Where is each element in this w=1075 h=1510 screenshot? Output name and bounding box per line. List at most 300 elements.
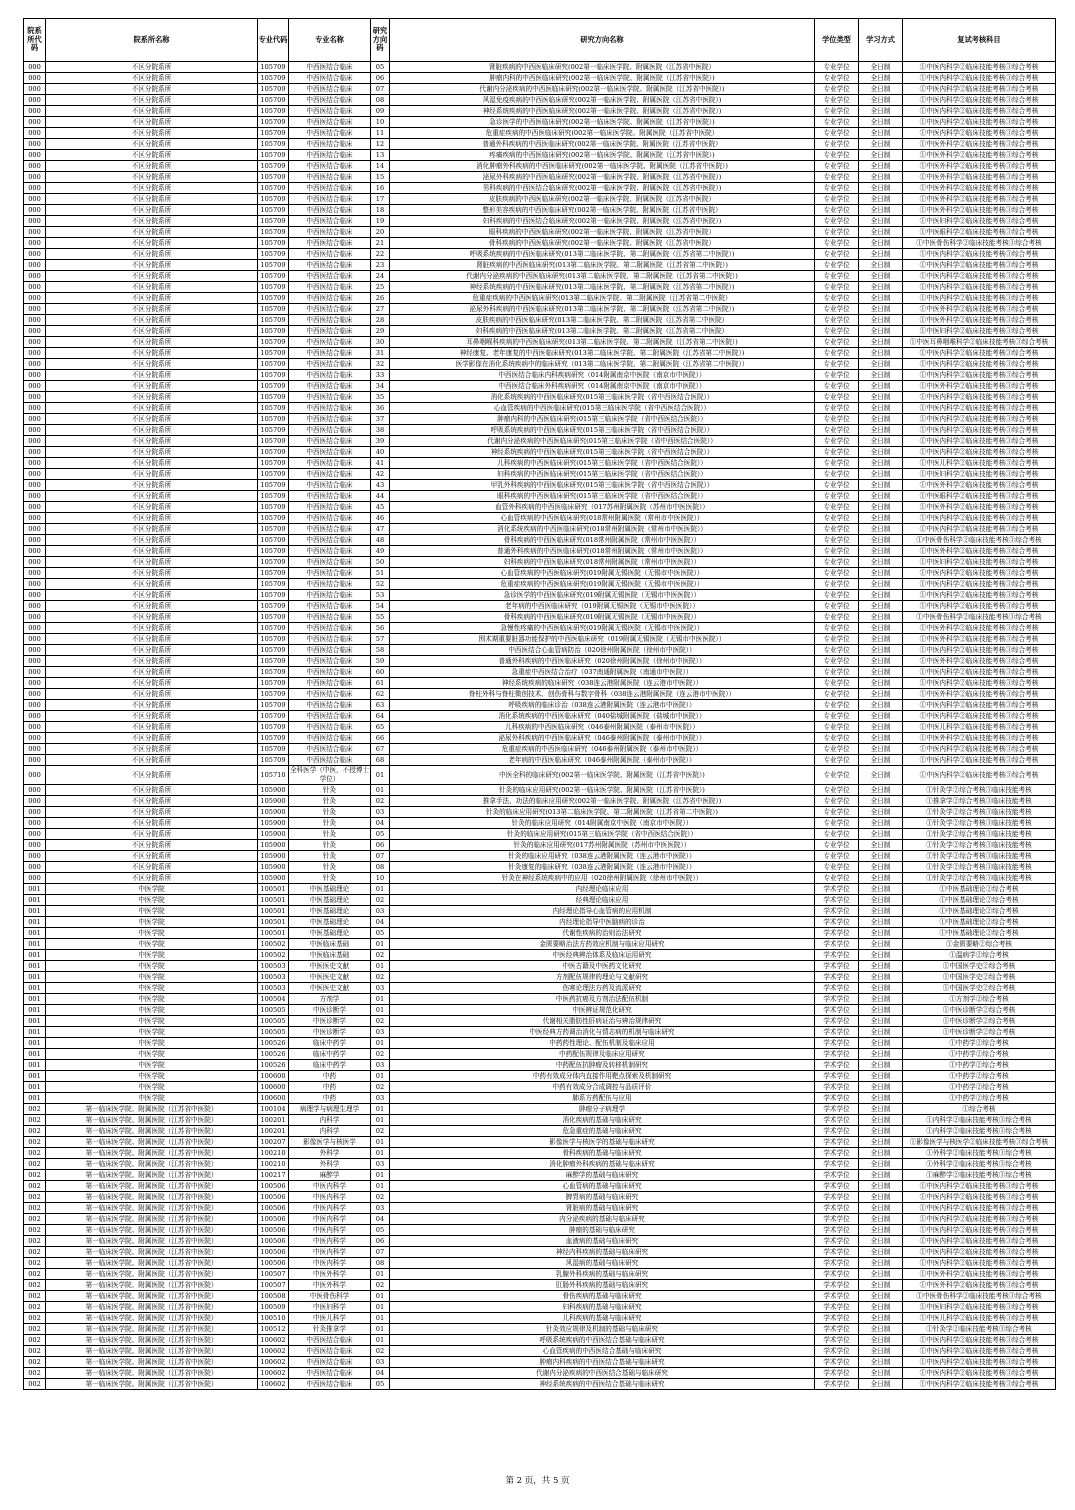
dept-name-cell: 中医学院 [46, 994, 258, 1005]
direction-code-cell: 01 [371, 1313, 390, 1324]
major-code-cell: 105709 [258, 249, 289, 260]
direction-code-cell: 10 [371, 117, 390, 128]
exam-subjects-cell: ①中国医学史②综合考核 [903, 961, 1056, 972]
direction-name-cell: 中药配伍规律及临床应用研究 [390, 1049, 815, 1060]
dept-name-cell: 第一临床医学院、附属医院（江苏省中医院） [46, 1280, 258, 1291]
study-mode-cell: 全日制 [859, 1159, 903, 1170]
degree-type-cell: 学术学位 [815, 1170, 859, 1181]
degree-type-cell: 专业学位 [815, 491, 859, 502]
page-footer: 第 2 页，共 5 页 [505, 1476, 570, 1486]
exam-subjects-cell: ①中医外科学②临床技能考核③综合考核 [903, 381, 1056, 392]
major-code-cell: 105709 [258, 293, 289, 304]
direction-name-cell: 中药配伍抗肿瘤及转移机制研究 [390, 1060, 815, 1071]
dept-name-cell: 不区分院系所 [46, 425, 258, 436]
major-name-cell: 中西医结合临床 [289, 733, 371, 744]
direction-code-cell: 50 [371, 557, 390, 568]
dept-code-cell: 000 [24, 796, 46, 807]
dept-name-cell: 不区分院系所 [46, 370, 258, 381]
degree-type-cell: 专业学位 [815, 755, 859, 766]
direction-code-cell: 08 [371, 1258, 390, 1269]
dept-code-cell: 000 [24, 502, 46, 513]
degree-type-cell: 专业学位 [815, 139, 859, 150]
dept-name-cell: 不区分院系所 [46, 73, 258, 84]
direction-name-cell: 老年病的中西医临床研究（019附属无锡医院（无锡市中医医院）） [390, 601, 815, 612]
study-mode-cell: 全日制 [859, 524, 903, 535]
direction-code-cell: 02 [371, 1192, 390, 1203]
major-code-cell: 105900 [258, 840, 289, 851]
major-name-cell: 针灸 [289, 796, 371, 807]
dept-code-cell: 001 [24, 906, 46, 917]
dept-name-cell: 不区分院系所 [46, 414, 258, 425]
direction-name-cell: 肛肠外科疾病的基础与临床研究 [390, 1280, 815, 1291]
major-name-cell: 中西医结合临床 [289, 711, 371, 722]
exam-subjects-cell: ①中医内科学②临床技能考核③综合考核 [903, 667, 1056, 678]
direction-name-cell: 皮肤疾病的中西医临床研究(013第二临床医学院、第二附属医院（江苏省第二中医院） [390, 315, 815, 326]
study-mode-cell: 全日制 [859, 1313, 903, 1324]
major-name-cell: 中医外科学 [289, 1269, 371, 1280]
direction-name-cell: 中西医结合临床内科疾病研究（014附属南京中医院（南京市中医院）） [390, 370, 815, 381]
study-mode-cell: 全日制 [859, 1126, 903, 1137]
major-code-cell: 100505 [258, 1027, 289, 1038]
exam-subjects-cell: ①中医外科学②临床技能考核③综合考核 [903, 546, 1056, 557]
major-name-cell: 中西医结合临床 [289, 480, 371, 491]
table-row [24, 851, 1056, 862]
study-mode-cell: 全日制 [859, 840, 903, 851]
dept-code-cell: 000 [24, 656, 46, 667]
study-mode-cell: 全日制 [859, 546, 903, 557]
exam-subjects-cell: ①中医内科学②临床技能考核③综合考核 [903, 711, 1056, 722]
dept-code-cell: 000 [24, 458, 46, 469]
table-row [24, 436, 1056, 447]
major-code-cell: 105709 [258, 161, 289, 172]
table-row [24, 117, 1056, 128]
table-row [24, 1192, 1056, 1203]
dept-code-cell: 002 [24, 1247, 46, 1258]
degree-type-cell: 专业学位 [815, 238, 859, 249]
dept-name-cell: 第一临床医学院、附属医院（江苏省中医院） [46, 1291, 258, 1302]
dept-name-cell: 不区分院系所 [46, 634, 258, 645]
direction-name-cell: 针灸的临床应用研究(017苏州附属医院（苏州市中医医院）） [390, 840, 815, 851]
major-name-cell: 中医内科学 [289, 1236, 371, 1247]
table-row [24, 557, 1056, 568]
degree-type-cell: 学术学位 [815, 1093, 859, 1104]
dept-name-cell: 中医学院 [46, 1093, 258, 1104]
degree-type-cell: 学术学位 [815, 1082, 859, 1093]
major-code-cell: 105709 [258, 348, 289, 359]
study-mode-cell: 全日制 [859, 568, 903, 579]
exam-subjects-cell: ①中医内科学②临床技能考核③综合考核 [903, 700, 1056, 711]
exam-subjects-cell: ①中医妇科学②临床技能考核③综合考核 [903, 469, 1056, 480]
degree-type-cell: 学术学位 [815, 994, 859, 1005]
direction-code-cell: 16 [371, 183, 390, 194]
degree-type-cell: 专业学位 [815, 447, 859, 458]
exam-subjects-cell: ①中医内科学②临床技能考核③综合考核 [903, 1192, 1056, 1203]
direction-code-cell: 01 [371, 766, 390, 785]
major-code-cell: 105709 [258, 557, 289, 568]
table-row [24, 414, 1056, 425]
dept-code-cell: 002 [24, 1137, 46, 1148]
degree-type-cell: 专业学位 [815, 568, 859, 579]
direction-code-cell: 01 [371, 1170, 390, 1181]
dept-name-cell: 不区分院系所 [46, 348, 258, 359]
exam-subjects-cell: ①中医内科学②临床技能考核③综合考核 [903, 524, 1056, 535]
degree-type-cell: 学术学位 [815, 1368, 859, 1379]
major-code-cell: 105709 [258, 579, 289, 590]
table-row [24, 1027, 1056, 1038]
direction-code-cell: 02 [371, 1126, 390, 1137]
study-mode-cell: 全日制 [859, 348, 903, 359]
dept-code-cell: 002 [24, 1214, 46, 1225]
dept-name-cell: 不区分院系所 [46, 227, 258, 238]
study-mode-cell: 全日制 [859, 645, 903, 656]
major-name-cell: 中西医结合临床 [289, 414, 371, 425]
direction-name-cell: 妇科疾病的中西医临床研究(013第二临床医学院、第二附属医院（江苏省第二中医院） [390, 326, 815, 337]
exam-subjects-cell: ①中医内科学②临床技能考核③综合考核 [903, 1247, 1056, 1258]
study-mode-cell: 全日制 [859, 183, 903, 194]
dept-code-cell: 000 [24, 359, 46, 370]
dept-code-cell: 000 [24, 785, 46, 796]
major-code-cell: 105709 [258, 524, 289, 535]
direction-code-cell: 01 [371, 1148, 390, 1159]
study-mode-cell: 全日制 [859, 414, 903, 425]
table-row [24, 491, 1056, 502]
study-mode-cell: 全日制 [859, 785, 903, 796]
direction-code-cell: 42 [371, 469, 390, 480]
table-row [24, 249, 1056, 260]
table-row [24, 216, 1056, 227]
major-code-cell: 100526 [258, 1038, 289, 1049]
dept-name-cell: 不区分院系所 [46, 678, 258, 689]
dept-name-cell: 第一临床医学院、附属医院（江苏省中医院） [46, 1368, 258, 1379]
study-mode-cell: 全日制 [859, 1236, 903, 1247]
exam-subjects-cell: ①中医诊断学②综合考核 [903, 1027, 1056, 1038]
major-name-cell: 中医内科学 [289, 1203, 371, 1214]
direction-name-cell: 心血管病的基础与临床研究 [390, 1181, 815, 1192]
table-row [24, 755, 1056, 766]
study-mode-cell: 全日制 [859, 972, 903, 983]
direction-code-cell: 17 [371, 194, 390, 205]
direction-name-cell: 代谢内分泌疾病的中西医临床研究(002第一临床医学院、附属医院（江苏省中医院）) [390, 84, 815, 95]
table-row [24, 884, 1056, 895]
direction-name-cell: 眼科疾病的中西医临床研究(015第三临床医学院（省中西医结合医院）） [390, 491, 815, 502]
major-name-cell: 病理学与病理生理学 [289, 1104, 371, 1115]
direction-name-cell: 神经系统疾病的中西医临床研究(002第一临床医学院、附属医院（江苏省中医院）) [390, 106, 815, 117]
major-name-cell: 中医内科学 [289, 1214, 371, 1225]
dept-name-cell: 第一临床医学院、附属医院（江苏省中医院） [46, 1236, 258, 1247]
exam-subjects-cell: ①中医外科学②临床技能考核③综合考核 [903, 689, 1056, 700]
direction-code-cell: 03 [371, 1203, 390, 1214]
direction-name-cell: 心血管疾病的中西医结合基础与临床研究 [390, 1346, 815, 1357]
direction-code-cell: 01 [371, 961, 390, 972]
exam-subjects-cell: ①中药学②综合考核 [903, 1060, 1056, 1071]
major-name-cell: 中西医结合临床 [289, 216, 371, 227]
dept-code-cell: 002 [24, 1148, 46, 1159]
degree-type-cell: 专业学位 [815, 829, 859, 840]
direction-name-cell: 肿瘤内科的中西医临床研究(002第一临床医学院、附属医院（江苏省中医院）) [390, 73, 815, 84]
degree-type-cell: 学术学位 [815, 1313, 859, 1324]
table-row [24, 1346, 1056, 1357]
degree-type-cell: 专业学位 [815, 766, 859, 785]
major-code-cell: 105709 [258, 678, 289, 689]
dept-name-cell: 不区分院系所 [46, 513, 258, 524]
major-name-cell: 中西医结合临床 [289, 436, 371, 447]
study-mode-cell: 全日制 [859, 612, 903, 623]
exam-subjects-cell: ①中医内科学②临床技能考核③综合考核 [903, 282, 1056, 293]
dept-code-cell: 000 [24, 370, 46, 381]
degree-type-cell: 专业学位 [815, 227, 859, 238]
dept-code-cell: 001 [24, 1016, 46, 1027]
major-name-cell: 中西医结合临床 [289, 546, 371, 557]
dept-name-cell: 不区分院系所 [46, 744, 258, 755]
direction-name-cell: 普通外科疾病的中西医临床研究（020徐州附属医院（徐州市中医院）） [390, 656, 815, 667]
major-code-cell: 100506 [258, 1181, 289, 1192]
direction-name-cell: 内经理论指导中医脑病的诊治 [390, 917, 815, 928]
dept-code-cell: 000 [24, 480, 46, 491]
direction-name-cell: 消化系统疾病的中西医临床研究（040盐城附属医院（盐城市中医院）） [390, 711, 815, 722]
major-name-cell: 中西医结合临床 [289, 568, 371, 579]
dept-code-cell: 002 [24, 1192, 46, 1203]
exam-subjects-cell: ①外科学②临床技能考核③综合考核 [903, 1159, 1056, 1170]
dept-name-cell: 不区分院系所 [46, 491, 258, 502]
table-body [24, 62, 1056, 1390]
direction-name-cell: 眼科疾病的中西医临床研究(002第一临床医学院、附属医院（江苏省中医院） [390, 227, 815, 238]
exam-subjects-cell: ①中医内科学②临床技能考核③综合考核 [903, 568, 1056, 579]
major-name-cell: 中西医结合临床 [289, 337, 371, 348]
dept-name-cell: 中医学院 [46, 1016, 258, 1027]
major-code-cell: 100207 [258, 1137, 289, 1148]
dept-code-cell: 002 [24, 1335, 46, 1346]
direction-code-cell: 07 [371, 84, 390, 95]
major-name-cell: 中西医结合临床 [289, 348, 371, 359]
table-row [24, 260, 1056, 271]
table-row [24, 1148, 1056, 1159]
major-name-cell: 中西医结合临床 [289, 634, 371, 645]
direction-name-cell: 急重症中西医结合治疗（037南通附属医院（南通市中医院）） [390, 667, 815, 678]
major-code-cell: 105709 [258, 425, 289, 436]
table-row [24, 524, 1056, 535]
study-mode-cell: 全日制 [859, 271, 903, 282]
major-name-cell: 中西医结合临床 [289, 579, 371, 590]
dept-name-cell: 不区分院系所 [46, 502, 258, 513]
degree-type-cell: 专业学位 [815, 557, 859, 568]
dept-code-cell: 000 [24, 216, 46, 227]
dept-code-cell: 000 [24, 612, 46, 623]
dept-name-cell: 不区分院系所 [46, 139, 258, 150]
major-code-cell: 105709 [258, 194, 289, 205]
exam-subjects-cell: ①中医基础理论②综合考核 [903, 895, 1056, 906]
exam-subjects-cell: ①针灸学②综合考核③临床技能考核 [903, 873, 1056, 884]
study-mode-cell: 全日制 [859, 106, 903, 117]
table-row [24, 994, 1056, 1005]
study-mode-cell: 全日制 [859, 744, 903, 755]
major-name-cell: 中西医结合临床 [289, 590, 371, 601]
dept-name-cell: 不区分院系所 [46, 689, 258, 700]
direction-name-cell: 妇科疾病的中西医临床研究(015第三临床医学院（省中西医结合医院）） [390, 469, 815, 480]
study-mode-cell: 全日制 [859, 502, 903, 513]
admissions-table [23, 18, 1056, 1390]
major-code-cell: 105900 [258, 829, 289, 840]
major-code-cell: 105709 [258, 623, 289, 634]
exam-subjects-cell: ①中医内科学②临床技能考核③综合考核 [903, 392, 1056, 403]
direction-name-cell: 中医药抗癌及方剂治法配伍机制 [390, 994, 815, 1005]
direction-name-cell: 针灸康复的临床研究（038连云港附属医院（连云港市中医院）） [390, 862, 815, 873]
dept-code-cell: 001 [24, 928, 46, 939]
direction-code-cell: 26 [371, 293, 390, 304]
table-row [24, 1280, 1056, 1291]
exam-subjects-cell: ①针灸学②综合考核③临床技能考核 [903, 818, 1056, 829]
degree-type-cell: 学术学位 [815, 906, 859, 917]
table-row [24, 337, 1056, 348]
major-name-cell: 中西医结合临床 [289, 513, 371, 524]
direction-name-cell: 耳鼻咽喉科疾病的中西医临床研究(013第二临床医学院、第二附属医院（江苏省第二中医院）) [390, 337, 815, 348]
table-row [24, 502, 1056, 513]
dept-code-cell: 000 [24, 678, 46, 689]
table-row [24, 623, 1056, 634]
exam-subjects-cell: ①金匮要略②综合考核 [903, 939, 1056, 950]
major-name-cell: 中西医结合临床 [289, 1379, 371, 1390]
exam-subjects-cell: ①中医内科学②临床技能考核③综合考核 [903, 1203, 1056, 1214]
major-code-cell: 105709 [258, 95, 289, 106]
direction-code-cell: 01 [371, 1104, 390, 1115]
major-name-cell: 中西医结合临床 [289, 447, 371, 458]
direction-code-cell: 01 [371, 1005, 390, 1016]
dept-name-cell: 不区分院系所 [46, 840, 258, 851]
dept-code-cell: 000 [24, 172, 46, 183]
table-row [24, 1225, 1056, 1236]
degree-type-cell: 专业学位 [815, 840, 859, 851]
major-code-cell: 105709 [258, 436, 289, 447]
exam-subjects-cell: ①中医外科学②临床技能考核③综合考核 [903, 139, 1056, 150]
degree-type-cell: 专业学位 [815, 535, 859, 546]
degree-type-cell: 学术学位 [815, 1148, 859, 1159]
dept-name-cell: 不区分院系所 [46, 535, 258, 546]
exam-subjects-cell: ①中医外科学②临床技能考核③综合考核 [903, 194, 1056, 205]
direction-code-cell: 03 [371, 1060, 390, 1071]
study-mode-cell: 全日制 [859, 1346, 903, 1357]
table-row [24, 293, 1056, 304]
direction-name-cell: 呼吸系统疾病的中西医临床研究(013第二临床医学院、第二附属医院（江苏省第二中医院）) [390, 249, 815, 260]
study-mode-cell: 全日制 [859, 337, 903, 348]
degree-type-cell: 专业学位 [815, 359, 859, 370]
major-name-cell: 麻醉学 [289, 1170, 371, 1181]
study-mode-cell: 全日制 [859, 895, 903, 906]
degree-type-cell: 学术学位 [815, 1115, 859, 1126]
degree-type-cell: 专业学位 [815, 370, 859, 381]
exam-subjects-cell: ①中医内科学②临床技能考核③综合考核 [903, 590, 1056, 601]
major-name-cell: 中西医结合临床 [289, 183, 371, 194]
table-row [24, 1137, 1056, 1148]
direction-code-cell: 01 [371, 994, 390, 1005]
table-row [24, 711, 1056, 722]
table-row [24, 161, 1056, 172]
table-row [24, 895, 1056, 906]
degree-type-cell: 学术学位 [815, 1049, 859, 1060]
dept-code-cell: 001 [24, 961, 46, 972]
direction-code-cell: 02 [371, 1280, 390, 1291]
exam-subjects-cell: ①中医外科学②临床技能考核③综合考核 [903, 1269, 1056, 1280]
major-code-cell: 105900 [258, 796, 289, 807]
dept-code-cell: 001 [24, 1038, 46, 1049]
table-row [24, 1005, 1056, 1016]
table-row [24, 1104, 1056, 1115]
major-code-cell: 100510 [258, 1313, 289, 1324]
direction-name-cell: 危重症疾病的中西医临床研究(019附属无锡医院（无锡市中医医院）） [390, 579, 815, 590]
direction-name-cell: 方剂配伍规律的理论与文献研究 [390, 972, 815, 983]
dept-code-cell: 000 [24, 73, 46, 84]
dept-code-cell: 002 [24, 1368, 46, 1379]
direction-name-cell: 妇科疾病的中西医结合临床研究(002第一临床医学院、附属医院（江苏省中医院）) [390, 216, 815, 227]
dept-name-cell: 不区分院系所 [46, 700, 258, 711]
study-mode-cell: 全日制 [859, 656, 903, 667]
direction-code-cell: 04 [371, 917, 390, 928]
major-code-cell: 105709 [258, 744, 289, 755]
major-name-cell: 中医基础理论 [289, 917, 371, 928]
dept-name-cell: 中医学院 [46, 1038, 258, 1049]
degree-type-cell: 专业学位 [815, 634, 859, 645]
degree-type-cell: 专业学位 [815, 733, 859, 744]
dept-name-cell: 不区分院系所 [46, 458, 258, 469]
dept-name-cell: 第一临床医学院、附属医院（江苏省中医院） [46, 1192, 258, 1203]
major-code-cell: 100501 [258, 917, 289, 928]
exam-subjects-cell: ①内科学②临床技能考核③综合考核 [903, 1115, 1056, 1126]
major-code-cell: 105709 [258, 205, 289, 216]
dept-name-cell: 不区分院系所 [46, 601, 258, 612]
major-code-cell: 100507 [258, 1269, 289, 1280]
degree-type-cell: 专业学位 [815, 700, 859, 711]
direction-name-cell: 针灸的临床应用研究(015第三临床医学院（省中西医结合医院）） [390, 829, 815, 840]
dept-name-cell: 第一临床医学院、附属医院（江苏省中医院） [46, 1159, 258, 1170]
major-code-cell: 100602 [258, 1335, 289, 1346]
major-name-cell: 中西医结合临床 [289, 700, 371, 711]
major-code-cell: 100526 [258, 1049, 289, 1060]
direction-name-cell: 内经理论指导心血管病的应用机制 [390, 906, 815, 917]
degree-type-cell: 专业学位 [815, 579, 859, 590]
direction-name-cell: 危急重症的基础与临床研究 [390, 1126, 815, 1137]
degree-type-cell: 学术学位 [815, 1346, 859, 1357]
major-code-cell: 105709 [258, 667, 289, 678]
direction-name-cell: 肿瘤分子病理学 [390, 1104, 815, 1115]
degree-type-cell: 学术学位 [815, 1335, 859, 1346]
major-name-cell: 中西医结合临床 [289, 502, 371, 513]
dept-name-cell: 第一临床医学院、附属医院（江苏省中医院） [46, 1225, 258, 1236]
exam-subjects-cell: ①中国医学史②综合考核 [903, 972, 1056, 983]
table-row [24, 645, 1056, 656]
major-code-cell: 105709 [258, 128, 289, 139]
exam-subjects-cell: ①中医妇科学②临床技能考核③综合考核 [903, 216, 1056, 227]
major-name-cell: 中西医结合临床 [289, 1368, 371, 1379]
dept-code-cell: 000 [24, 568, 46, 579]
table-row [24, 1236, 1056, 1247]
dept-name-cell: 第一临床医学院、附属医院（江苏省中医院） [46, 1137, 258, 1148]
dept-code-cell: 000 [24, 513, 46, 524]
major-code-cell: 100508 [258, 1291, 289, 1302]
study-mode-cell: 全日制 [859, 766, 903, 785]
dept-code-cell: 000 [24, 194, 46, 205]
degree-type-cell: 专业学位 [815, 183, 859, 194]
direction-code-cell: 52 [371, 579, 390, 590]
table-row [24, 1203, 1056, 1214]
exam-subjects-cell: ①中药学②综合考核 [903, 1071, 1056, 1082]
direction-code-cell: 02 [371, 950, 390, 961]
degree-type-cell: 专业学位 [815, 95, 859, 106]
dept-code-cell: 001 [24, 917, 46, 928]
table-row [24, 139, 1056, 150]
direction-name-cell: 疼痛疾病的中西医临床研究(002第一临床医学院、附属医院（江苏省中医院）) [390, 150, 815, 161]
dept-name-cell: 不区分院系所 [46, 205, 258, 216]
degree-type-cell: 专业学位 [815, 818, 859, 829]
direction-code-cell: 31 [371, 348, 390, 359]
direction-name-cell: 中西医结合临床外科疾病研究（014附属南京中医院（南京市中医院）） [390, 381, 815, 392]
